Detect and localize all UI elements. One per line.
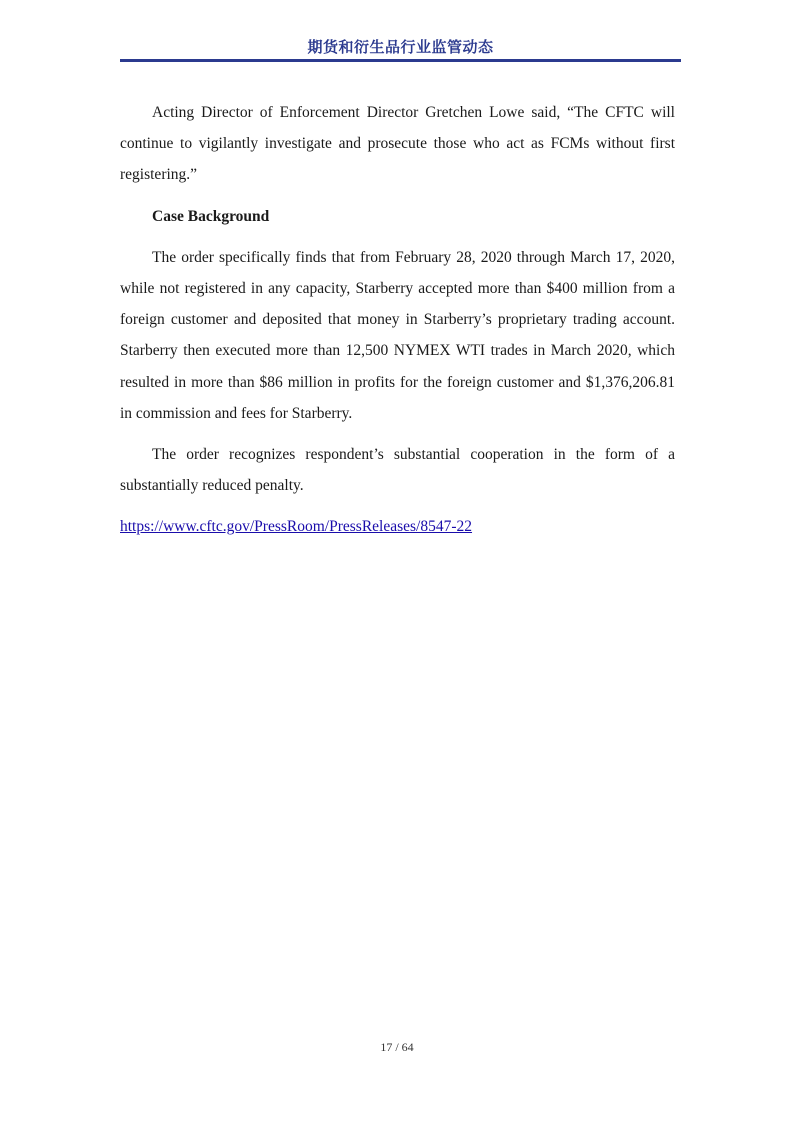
section-heading: Case Background [152,207,270,225]
findings-paragraph: The order specifically finds that from February 28, 2020 through March 17, 2020, while not registered in any capacity, Starberry accepted more than $400 million from a foreign customer and deposited that money in Starberry’s proprietary trading account. Starberry then executed more than 12,500 NYMEX WTI trades in March 2020, which resulted in more than $86 million in profits for the foreign customer and $1,376,206.81 in commission and fees for Starberry. [120,248,675,422]
press-release-link[interactable]: https://www.cftc.gov/PressRoom/PressReleases/8547-22 [120,518,473,536]
cooperation-paragraph: The order recognizes respondent’s substantial cooperation in the form of a substantially reduced penalty. [120,446,675,495]
document-body [120,97,675,543]
page-header-title: 期货和衍生品行业监管动态 [307,38,494,56]
quote-paragraph: Acting Director of Enforcement Director Gretchen Lowe said, “The CFTC will continue to vigilantly investigate and prosecute those who act as FCMs without first registering.” [120,104,675,184]
page-number: 17 / 64 [380,1040,414,1054]
header-divider [120,59,681,62]
